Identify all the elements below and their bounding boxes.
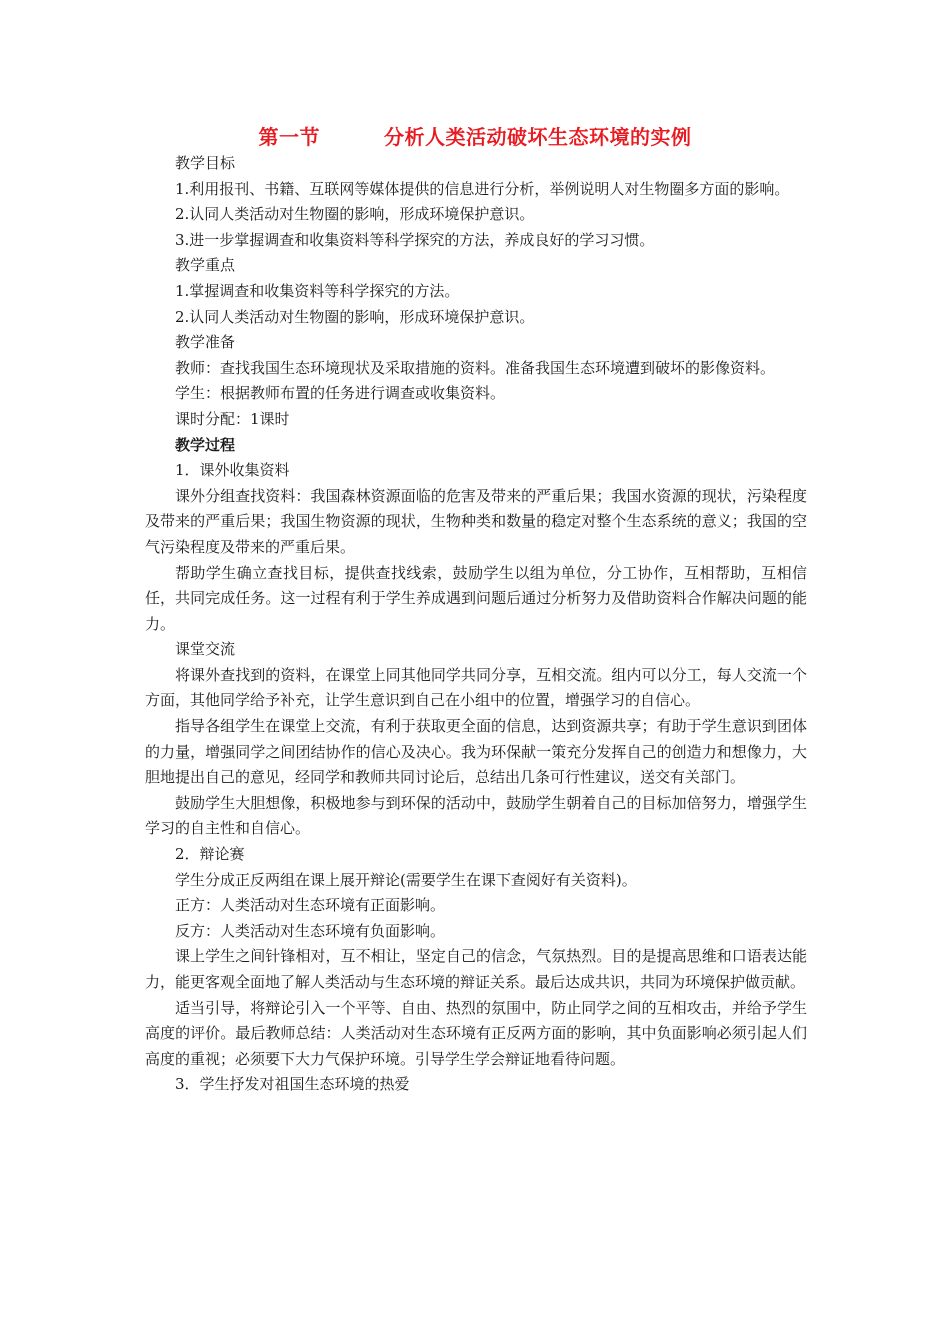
paragraph: 3.进一步掌握调查和收集资料等科学探究的方法，养成良好的学习习惯。 — [175, 230, 655, 249]
paragraph: 课堂交流 — [175, 640, 236, 659]
paragraph: 3．学生抒发对祖国生态环境的热爱 — [175, 1075, 410, 1094]
title-text: 分析人类活动破坏生态环境的实例 — [384, 125, 692, 149]
paragraph: 教学准备 — [175, 333, 236, 352]
paragraph: 2.认同人类活动对生物圈的影响，形成环境保护意识。 — [175, 205, 535, 224]
paragraph: 学生：根据教师布置的任务进行调查或收集资料。 — [175, 384, 506, 403]
paragraph: 1.利用报刊、书籍、互联网等媒体提供的信息进行分析，举例说明人对生物圈多方面的影响。 — [175, 179, 790, 198]
document-body — [145, 151, 807, 1098]
paragraph: 鼓励学生大胆想像，积极地参与到环保的活动中，鼓励学生朝着自己的目标加倍努力，增强学生学习的自主性和自信心。 — [145, 793, 807, 838]
paragraph: 2．辩论赛 — [175, 845, 245, 864]
paragraph: 指导各组学生在课堂上交流，有利于获取更全面的信息，达到资源共享；有助于学生意识到团体的力量，增强同学之间团结协作的信心及决心。我为环保献一策充分发挥自己的创造力和想像力，大胆地提出自己的意见，经同学和教师共同讨论后，总结出几条可行性建议，送交有关部门。 — [145, 717, 807, 787]
paragraph: 学生分成正反两组在课上展开辩论(需要学生在课下查阅好有关资料)。 — [175, 870, 637, 889]
paragraph: 教学过程 — [175, 435, 236, 454]
paragraph: 课时分配：1课时 — [175, 409, 290, 428]
paragraph: 课外分组查找资料：我国森林资源面临的危害及带来的严重后果；我国水资源的现状，污染程度及带来的严重后果；我国生物资源的现状，生物种类和数量的稳定对整个生态系统的意义；我国的空气污染程度及带来的严重后果。 — [145, 486, 807, 556]
paragraph: 教师：查找我国生态环境现状及采取措施的资料。准备我国生态环境遭到破坏的影像资料。 — [175, 358, 776, 377]
paragraph: 1.掌握调查和收集资料等科学探究的方法。 — [175, 281, 460, 300]
paragraph: 教学重点 — [175, 256, 236, 275]
paragraph: 正方：人类活动对生态环境有正面影响。 — [175, 896, 446, 915]
page-title — [0, 123, 950, 151]
paragraph: 教学目标 — [175, 154, 236, 172]
paragraph: 1．课外收集资料 — [175, 461, 290, 480]
paragraph: 反方：人类活动对生态环境有负面影响。 — [175, 921, 446, 940]
paragraph: 帮助学生确立查找目标，提供查找线索，鼓励学生以组为单位，分工协作，互相帮助，互相信任，共同完成任务。这一过程有利于学生养成遇到问题后通过分析努力及借助资料合作解决问题的能力。 — [145, 563, 807, 633]
paragraph: 适当引导，将辩论引入一个平等、自由、热烈的氛围中，防止同学之间的互相攻击，并给予学生高度的评价。最后教师总结：人类活动对生态环境有正反两方面的影响，其中负面影响必须引起人们高度的重视；必须要下大力气保护环境。引导学生学会辩证地看待问题。 — [145, 998, 807, 1068]
paragraph: 将课外查找到的资料，在课堂上同其他同学共同分享，互相交流。组内可以分工，每人交流一个方面，其他同学给予补充，让学生意识到自己在小组中的位置，增强学习的自信心。 — [145, 665, 807, 710]
section-number: 第一节 — [258, 125, 320, 149]
paragraph: 2.认同人类活动对生物圈的影响，形成环境保护意识。 — [175, 307, 535, 326]
paragraph: 课上学生之间针锋相对，互不相让，坚定自己的信念，气氛热烈。目的是提高思维和口语表达能力，能更客观全面地了解人类活动与生态环境的辩证关系。最后达成共识，共同为环境保护做贡献。 — [145, 947, 807, 991]
